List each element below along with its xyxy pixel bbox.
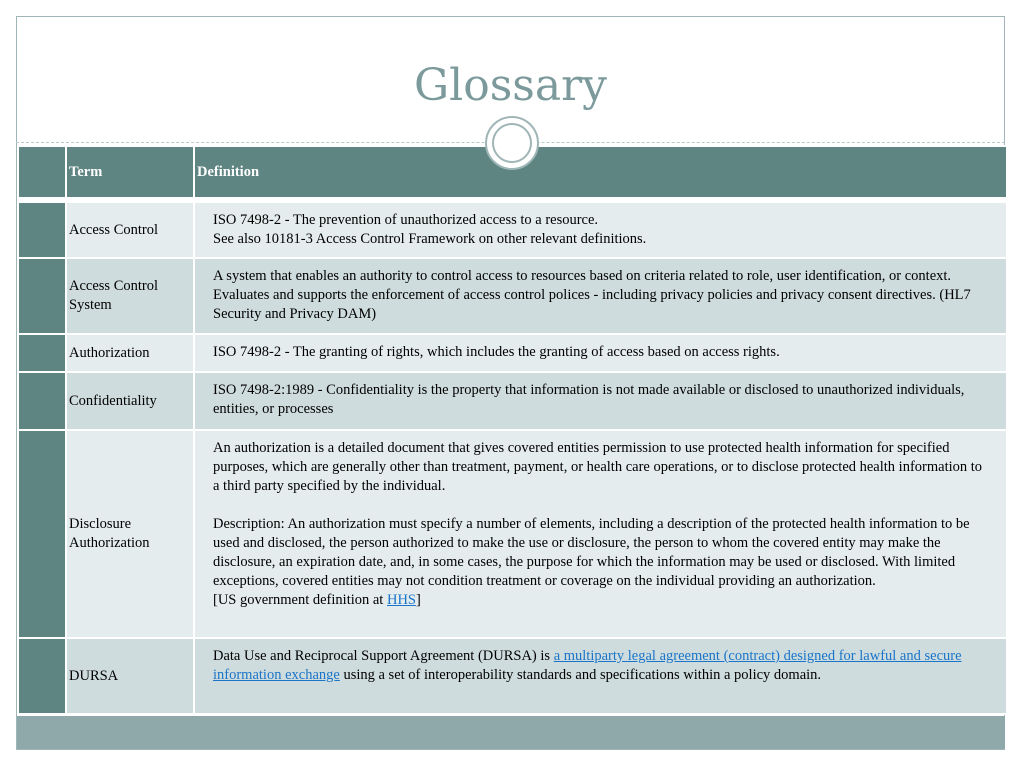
- term-cell: Disclosure Authorization: [66, 430, 194, 638]
- row-marker: [18, 258, 66, 334]
- table-row: [18, 638, 1007, 714]
- table-row: [18, 372, 1007, 430]
- header-term: Term: [66, 146, 194, 198]
- glossary-table: [17, 145, 1008, 715]
- term-cell: Confidentiality: [66, 372, 194, 430]
- row-marker: [18, 334, 66, 372]
- table-row: [18, 334, 1007, 372]
- definition-text: Description: An authorization must specify a number of elements, including a description of the protected health information to be used and disclosed, the person authorized to make the use or disclosure, the person to whom the covered entity may make the disclosure, an expiration date, and, in some cases, the purpose for which the information may be used or disclosed. With limited exceptions, covered entities may not condition treatment or coverage on the individual providing an authorization.: [213, 516, 970, 589]
- table-row: [18, 430, 1007, 638]
- row-marker: [18, 638, 66, 714]
- definition-cell: A system that enables an authority to control access to resources based on criteria related to role, user identification, or context. Evaluates and supports the enforcement of access control polices - including privacy policies and privacy consent directives. (HL7 Security and Privacy DAM): [194, 258, 1007, 334]
- source-prefix: [US government definition at: [213, 592, 387, 608]
- slide-title: Glossary: [414, 60, 607, 111]
- footer-bar: [17, 716, 1005, 749]
- table-row: [18, 202, 1007, 258]
- definition-text: using a set of interoperability standards and specifications within a policy domain.: [339, 667, 822, 683]
- source-suffix: ]: [415, 592, 421, 608]
- term-cell: Access Control: [66, 202, 194, 258]
- hhs-link[interactable]: HHS: [386, 592, 416, 608]
- term-cell: Authorization: [66, 334, 194, 372]
- term-cell: DURSA: [66, 638, 194, 714]
- circle-emblem-icon: [485, 116, 539, 170]
- definition-cell: ISO 7498-2 - The granting of rights, which includes the granting of access based on access rights.: [194, 334, 1007, 372]
- row-marker: [18, 430, 66, 638]
- definition-cell: [194, 638, 1007, 714]
- definition-paragraph: [213, 515, 988, 610]
- definition-cell: ISO 7498-2:1989 - Confidentiality is the property that information is not made available or disclosed to unauthorized individuals, entities, or processes: [194, 372, 1007, 430]
- header-index-cell: [18, 146, 66, 198]
- row-marker: [18, 202, 66, 258]
- definition-text: Data Use and Reciprocal Support Agreement (DURSA) is: [213, 648, 554, 664]
- definition-line: See also 10181-3 Access Control Framework on other relevant definitions.: [213, 231, 647, 247]
- definition-line: ISO 7498-2 - The prevention of unauthorized access to a resource.: [213, 212, 599, 228]
- term-cell: Access Control System: [66, 258, 194, 334]
- row-marker: [18, 372, 66, 430]
- table-row: [18, 258, 1007, 334]
- definition-paragraph: An authorization is a detailed document that gives covered entities permission to use protected health information for specified purposes, which are generally other than treatment, payment, or health care operations, or to disclose protected health information to a third party specified by the individual.: [213, 440, 983, 494]
- header-definition: Definition: [194, 146, 1007, 198]
- definition-cell: [194, 202, 1007, 258]
- dursa-definition-link[interactable]: a multiparty legal agreement (contract) designed for lawful and secure information exchange: [213, 648, 962, 683]
- definition-cell: [194, 430, 1007, 638]
